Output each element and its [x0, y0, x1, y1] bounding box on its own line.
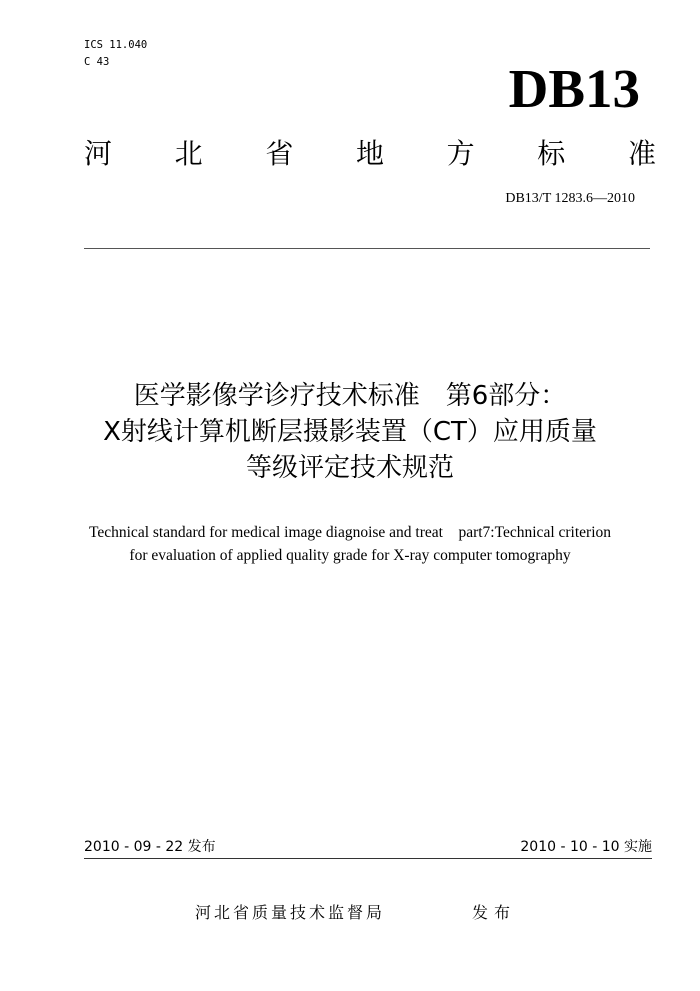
ics-code: ICS 11.040	[84, 39, 148, 51]
standard-code: DB13/T 1283.6—2010	[505, 191, 635, 206]
standard-type-char: 标	[537, 137, 566, 170]
english-title-line: for evaluation of applied quality grade for X-ray computer tomography	[129, 547, 571, 564]
standard-type-char: 地	[355, 137, 384, 170]
publish-label: 发布	[472, 903, 517, 922]
standard-type-char: 省	[265, 137, 294, 170]
standard-type-char: 河	[84, 137, 113, 170]
ccs-code: C 43	[84, 56, 110, 68]
standard-type-char: 北	[174, 137, 203, 170]
chinese-title-line: 医学影像学诊疗技术标准 第6部分：	[133, 381, 567, 411]
classification-codes	[84, 37, 147, 71]
footer-divider	[84, 858, 652, 859]
chinese-title	[40, 378, 660, 486]
chinese-title-line: X射线计算机断层摄影装置（CT）应用质量	[103, 417, 597, 447]
implement-date: 2010 - 10 - 10 实施	[520, 839, 652, 855]
standard-type-char: 方	[446, 137, 475, 170]
standard-type-heading	[84, 134, 656, 174]
chinese-title-line: 等级评定技术规范	[245, 453, 454, 483]
standard-type-char: 准	[627, 137, 656, 170]
publisher-name: 河北省质量技术监督局	[195, 903, 386, 922]
english-title	[40, 521, 660, 567]
standard-logo: DB13	[508, 58, 640, 119]
issue-date: 2010 - 09 - 22 发布	[84, 839, 216, 855]
header-divider	[84, 248, 650, 249]
english-title-line: Technical standard for medical image diagnoise and treat part7:Technical criterion	[88, 524, 612, 541]
